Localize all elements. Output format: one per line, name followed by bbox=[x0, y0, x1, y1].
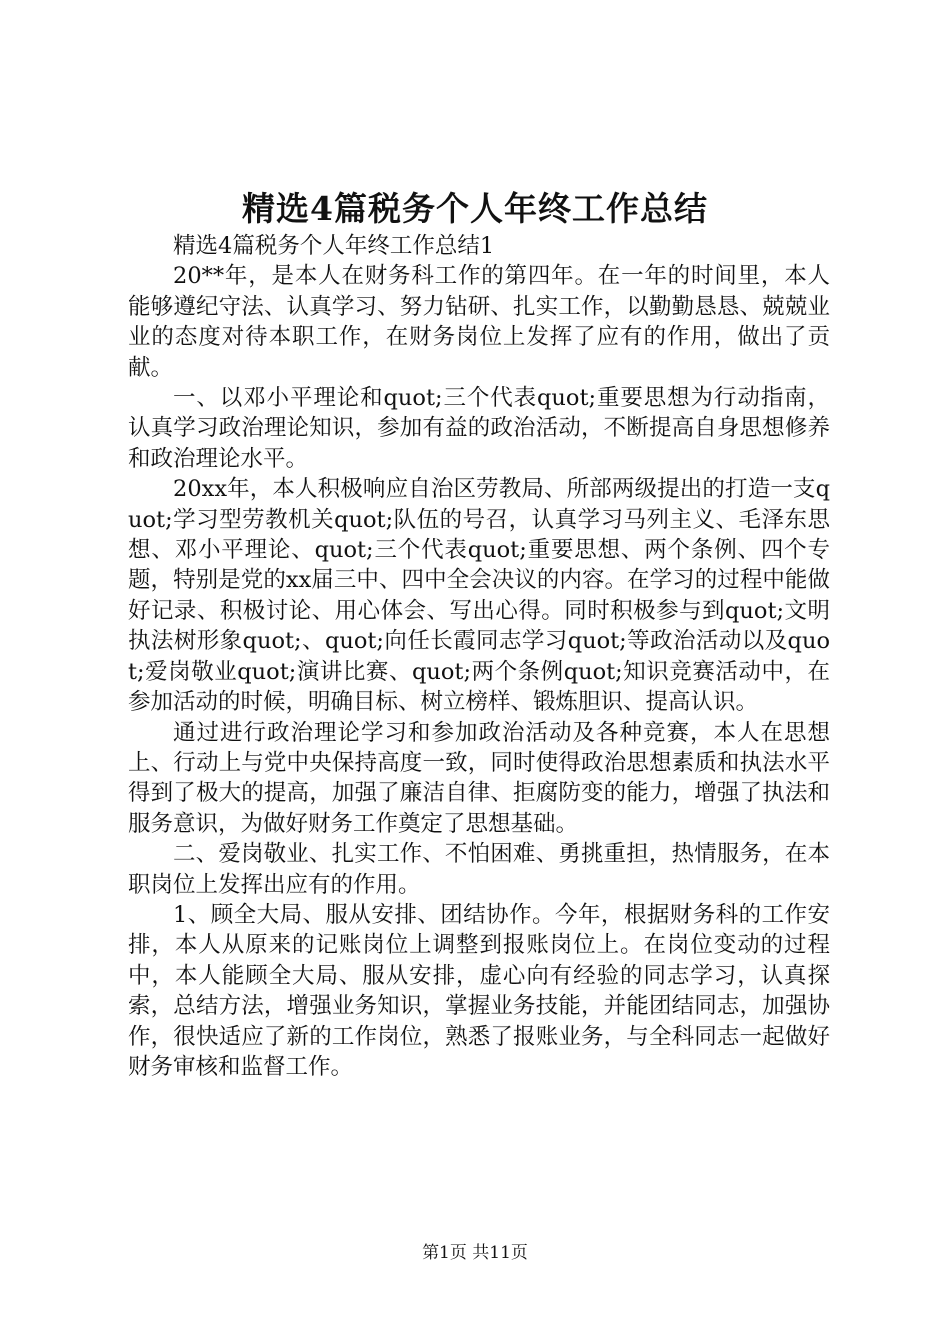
section-heading: 精选4篇税务个人年终工作总结1 bbox=[173, 233, 495, 259]
document-body bbox=[128, 231, 830, 1082]
document-title: 精选4篇税务个人年终工作总结 bbox=[242, 189, 708, 228]
paragraph-results: 通过进行政治理论学习和参加政治活动及各种竞赛，本人在思想上、行动上与党中央保持高度一致，同时使得政治思想素质和执法水平得到了极大的提高，加强了廉洁自律、拒腐防变的能力，增强了执法和服务意识，为做好财务工作奠定了思想基础。 bbox=[128, 719, 830, 837]
paragraph-point-one: 一、以邓小平理论和quot;三个代表quot;重要思想为行动指南，认真学习政治理论知识，参加有益的政治活动，不断提高自身思想修养和政治理论水平。 bbox=[128, 385, 830, 472]
paragraph-point-two: 二、爱岗敬业、扎实工作、不怕困难、勇挑重担，热情服务，在本职岗位上发挥出应有的作用。 bbox=[128, 841, 830, 898]
paragraph-intro: 20**年，是本人在财务科工作的第四年。在一年的时间里，本人能够遵纪守法、认真学习、努力钻研、扎实工作，以勤勤恳恳、兢兢业业的态度对待本职工作，在财务岗位上发挥了应有的作用，做出了贡献。 bbox=[128, 263, 830, 381]
page-number: 第1页 共11页 bbox=[422, 1243, 528, 1263]
paragraph-study: 20xx年，本人积极响应自治区劳教局、所部两级提出的打造一支quot;学习型劳教机关quot;队伍的号召，认真学习马列主义、毛泽东思想、邓小平理论、quot;三个代表quot;重要思想、两个条例、四个专题，特别是党的xx届三中、四中全会决议的内容。在学习的过程中能做好记录、积极讨论、用心体会、写出心得。同时积极参与到quot;文明执法树形象quot;、quot;向任长霞同志学习quot;等政治活动以及quot;爱岗敬业quot;演讲比赛、quot;两个条例quot;知识竞赛活动中，在参加活动的时候，明确目标、树立榜样、锻炼胆识、提高认识。 bbox=[128, 476, 830, 716]
paragraph-subpoint-one: 1、顾全大局、服从安排、团结协作。今年，根据财务科的工作安排，本人从原来的记账岗位上调整到报账岗位上。在岗位变动的过程中，本人能顾全大局、服从安排，虚心向有经验的同志学习，认真探索，总结方法，增强业务知识，掌握业务技能，并能团结同志，加强协作，很快适应了新的工作岗位，熟悉了报账业务，与全科同志一起做好财务审核和监督工作。 bbox=[128, 901, 830, 1080]
